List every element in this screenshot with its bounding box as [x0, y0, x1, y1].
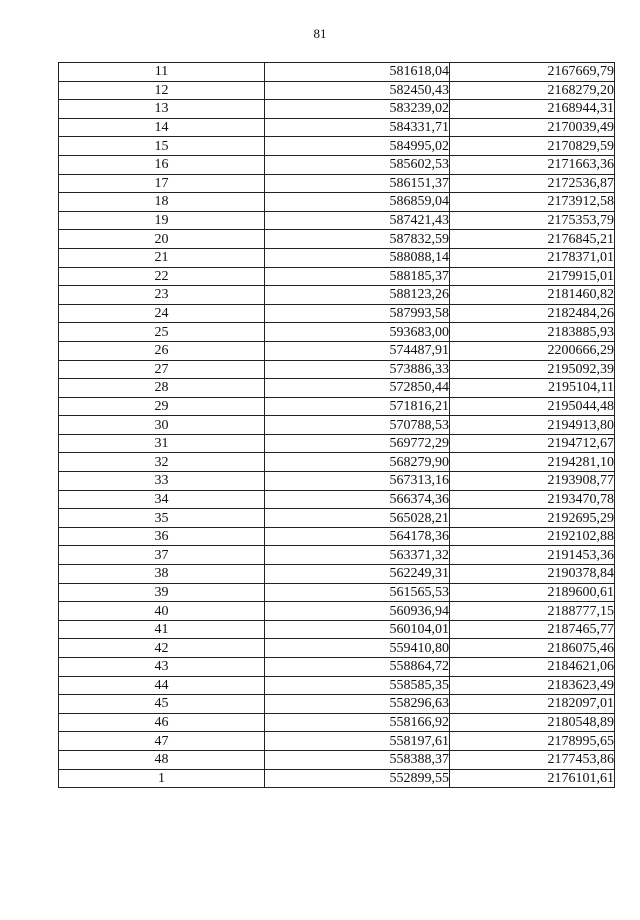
y-coordinate-cell: 2177453,86	[450, 750, 615, 769]
x-coordinate-cell: 574487,91	[265, 341, 450, 360]
point-number-cell: 27	[59, 360, 265, 379]
table-row	[59, 323, 615, 342]
point-number-cell: 40	[59, 602, 265, 621]
x-coordinate-cell: 588123,26	[265, 286, 450, 305]
x-coordinate-cell: 581618,04	[265, 63, 450, 82]
table-row	[59, 397, 615, 416]
y-coordinate-cell: 2171663,36	[450, 155, 615, 174]
x-coordinate-cell: 558166,92	[265, 713, 450, 732]
point-number-cell: 43	[59, 658, 265, 677]
table-row	[59, 286, 615, 305]
point-number-cell: 36	[59, 527, 265, 546]
x-coordinate-cell: 558197,61	[265, 732, 450, 751]
point-number-cell: 16	[59, 155, 265, 174]
x-coordinate-cell: 558388,37	[265, 750, 450, 769]
table-row	[59, 453, 615, 472]
table-row	[59, 527, 615, 546]
y-coordinate-cell: 2191453,36	[450, 546, 615, 565]
x-coordinate-cell: 587421,43	[265, 211, 450, 230]
x-coordinate-cell: 560936,94	[265, 602, 450, 621]
table-row	[59, 565, 615, 584]
table-row	[59, 100, 615, 119]
y-coordinate-cell: 2175353,79	[450, 211, 615, 230]
y-coordinate-cell: 2173912,58	[450, 193, 615, 212]
x-coordinate-cell: 558296,63	[265, 695, 450, 714]
point-number-cell: 46	[59, 713, 265, 732]
y-coordinate-cell: 2176101,61	[450, 769, 615, 788]
point-number-cell: 29	[59, 397, 265, 416]
y-coordinate-cell: 2170829,59	[450, 137, 615, 156]
y-coordinate-cell: 2180548,89	[450, 713, 615, 732]
y-coordinate-cell: 2178995,65	[450, 732, 615, 751]
x-coordinate-cell: 584995,02	[265, 137, 450, 156]
point-number-cell: 31	[59, 434, 265, 453]
x-coordinate-cell: 559410,80	[265, 639, 450, 658]
x-coordinate-cell: 573886,33	[265, 360, 450, 379]
y-coordinate-cell: 2190378,84	[450, 565, 615, 584]
point-number-cell: 30	[59, 416, 265, 435]
table-row	[59, 509, 615, 528]
point-number-cell: 47	[59, 732, 265, 751]
y-coordinate-cell: 2181460,82	[450, 286, 615, 305]
point-number-cell: 19	[59, 211, 265, 230]
y-coordinate-cell: 2189600,61	[450, 583, 615, 602]
point-number-cell: 44	[59, 676, 265, 695]
table-row	[59, 769, 615, 788]
point-number-cell: 1	[59, 769, 265, 788]
point-number-cell: 28	[59, 379, 265, 398]
table-row	[59, 658, 615, 677]
point-number-cell: 32	[59, 453, 265, 472]
point-number-cell: 14	[59, 118, 265, 137]
table-row	[59, 230, 615, 249]
table-row	[59, 341, 615, 360]
x-coordinate-cell: 568279,90	[265, 453, 450, 472]
table-row	[59, 267, 615, 286]
point-number-cell: 45	[59, 695, 265, 714]
table-row	[59, 583, 615, 602]
point-number-cell: 24	[59, 304, 265, 323]
point-number-cell: 25	[59, 323, 265, 342]
table-row	[59, 434, 615, 453]
point-number-cell: 23	[59, 286, 265, 305]
table-row	[59, 602, 615, 621]
x-coordinate-cell: 588088,14	[265, 248, 450, 267]
table-row	[59, 639, 615, 658]
point-number-cell: 33	[59, 472, 265, 491]
table-row	[59, 676, 615, 695]
page-number: 81	[313, 26, 327, 41]
point-number-cell: 17	[59, 174, 265, 193]
y-coordinate-cell: 2195044,48	[450, 397, 615, 416]
x-coordinate-cell: 587993,58	[265, 304, 450, 323]
table-row	[59, 193, 615, 212]
y-coordinate-cell: 2192695,29	[450, 509, 615, 528]
table-row	[59, 137, 615, 156]
point-number-cell: 38	[59, 565, 265, 584]
y-coordinate-cell: 2183885,93	[450, 323, 615, 342]
x-coordinate-cell: 560104,01	[265, 620, 450, 639]
x-coordinate-cell: 584331,71	[265, 118, 450, 137]
y-coordinate-cell: 2194712,67	[450, 434, 615, 453]
x-coordinate-cell: 566374,36	[265, 490, 450, 509]
x-coordinate-cell: 587832,59	[265, 230, 450, 249]
y-coordinate-cell: 2167669,79	[450, 63, 615, 82]
table-row	[59, 750, 615, 769]
y-coordinate-cell: 2179915,01	[450, 267, 615, 286]
table-row	[59, 472, 615, 491]
y-coordinate-cell: 2195092,39	[450, 360, 615, 379]
point-number-cell: 12	[59, 81, 265, 100]
x-coordinate-cell: 562249,31	[265, 565, 450, 584]
point-number-cell: 48	[59, 750, 265, 769]
table-row	[59, 118, 615, 137]
y-coordinate-cell: 2194281,10	[450, 453, 615, 472]
point-number-cell: 21	[59, 248, 265, 267]
table-row	[59, 155, 615, 174]
table-row	[59, 304, 615, 323]
table-row	[59, 379, 615, 398]
point-number-cell: 42	[59, 639, 265, 658]
point-number-cell: 35	[59, 509, 265, 528]
table-row	[59, 546, 615, 565]
y-coordinate-cell: 2172536,87	[450, 174, 615, 193]
x-coordinate-cell: 570788,53	[265, 416, 450, 435]
x-coordinate-cell: 585602,53	[265, 155, 450, 174]
point-number-cell: 15	[59, 137, 265, 156]
table-row	[59, 620, 615, 639]
x-coordinate-cell: 593683,00	[265, 323, 450, 342]
x-coordinate-cell: 586859,04	[265, 193, 450, 212]
x-coordinate-cell: 569772,29	[265, 434, 450, 453]
point-number-cell: 20	[59, 230, 265, 249]
y-coordinate-cell: 2178371,01	[450, 248, 615, 267]
x-coordinate-cell: 563371,32	[265, 546, 450, 565]
table-row	[59, 174, 615, 193]
table-row	[59, 81, 615, 100]
point-number-cell: 22	[59, 267, 265, 286]
table-row	[59, 713, 615, 732]
x-coordinate-cell: 558585,35	[265, 676, 450, 695]
x-coordinate-cell: 564178,36	[265, 527, 450, 546]
point-number-cell: 39	[59, 583, 265, 602]
y-coordinate-cell: 2195104,11	[450, 379, 615, 398]
table-row	[59, 416, 615, 435]
table-row	[59, 360, 615, 379]
x-coordinate-cell: 582450,43	[265, 81, 450, 100]
y-coordinate-cell: 2170039,49	[450, 118, 615, 137]
y-coordinate-cell: 2187465,77	[450, 620, 615, 639]
point-number-cell: 18	[59, 193, 265, 212]
x-coordinate-cell: 567313,16	[265, 472, 450, 491]
point-number-cell: 11	[59, 63, 265, 82]
y-coordinate-cell: 2184621,06	[450, 658, 615, 677]
table-row	[59, 732, 615, 751]
y-coordinate-cell: 2193908,77	[450, 472, 615, 491]
y-coordinate-cell: 2186075,46	[450, 639, 615, 658]
coordinates-table	[58, 62, 615, 788]
x-coordinate-cell: 558864,72	[265, 658, 450, 677]
x-coordinate-cell: 565028,21	[265, 509, 450, 528]
x-coordinate-cell: 572850,44	[265, 379, 450, 398]
x-coordinate-cell: 588185,37	[265, 267, 450, 286]
table-row	[59, 490, 615, 509]
y-coordinate-cell: 2176845,21	[450, 230, 615, 249]
table-row	[59, 211, 615, 230]
y-coordinate-cell: 2193470,78	[450, 490, 615, 509]
point-number-cell: 26	[59, 341, 265, 360]
y-coordinate-cell: 2192102,88	[450, 527, 615, 546]
table-row	[59, 63, 615, 82]
coordinates-table-body	[59, 63, 615, 788]
y-coordinate-cell: 2182097,01	[450, 695, 615, 714]
y-coordinate-cell: 2168279,20	[450, 81, 615, 100]
y-coordinate-cell: 2183623,49	[450, 676, 615, 695]
y-coordinate-cell: 2200666,29	[450, 341, 615, 360]
x-coordinate-cell: 586151,37	[265, 174, 450, 193]
y-coordinate-cell: 2168944,31	[450, 100, 615, 119]
table-row	[59, 248, 615, 267]
y-coordinate-cell: 2182484,26	[450, 304, 615, 323]
point-number-cell: 34	[59, 490, 265, 509]
x-coordinate-cell: 583239,02	[265, 100, 450, 119]
y-coordinate-cell: 2188777,15	[450, 602, 615, 621]
table-row	[59, 695, 615, 714]
point-number-cell: 41	[59, 620, 265, 639]
point-number-cell: 13	[59, 100, 265, 119]
point-number-cell: 37	[59, 546, 265, 565]
x-coordinate-cell: 552899,55	[265, 769, 450, 788]
x-coordinate-cell: 561565,53	[265, 583, 450, 602]
y-coordinate-cell: 2194913,80	[450, 416, 615, 435]
x-coordinate-cell: 571816,21	[265, 397, 450, 416]
